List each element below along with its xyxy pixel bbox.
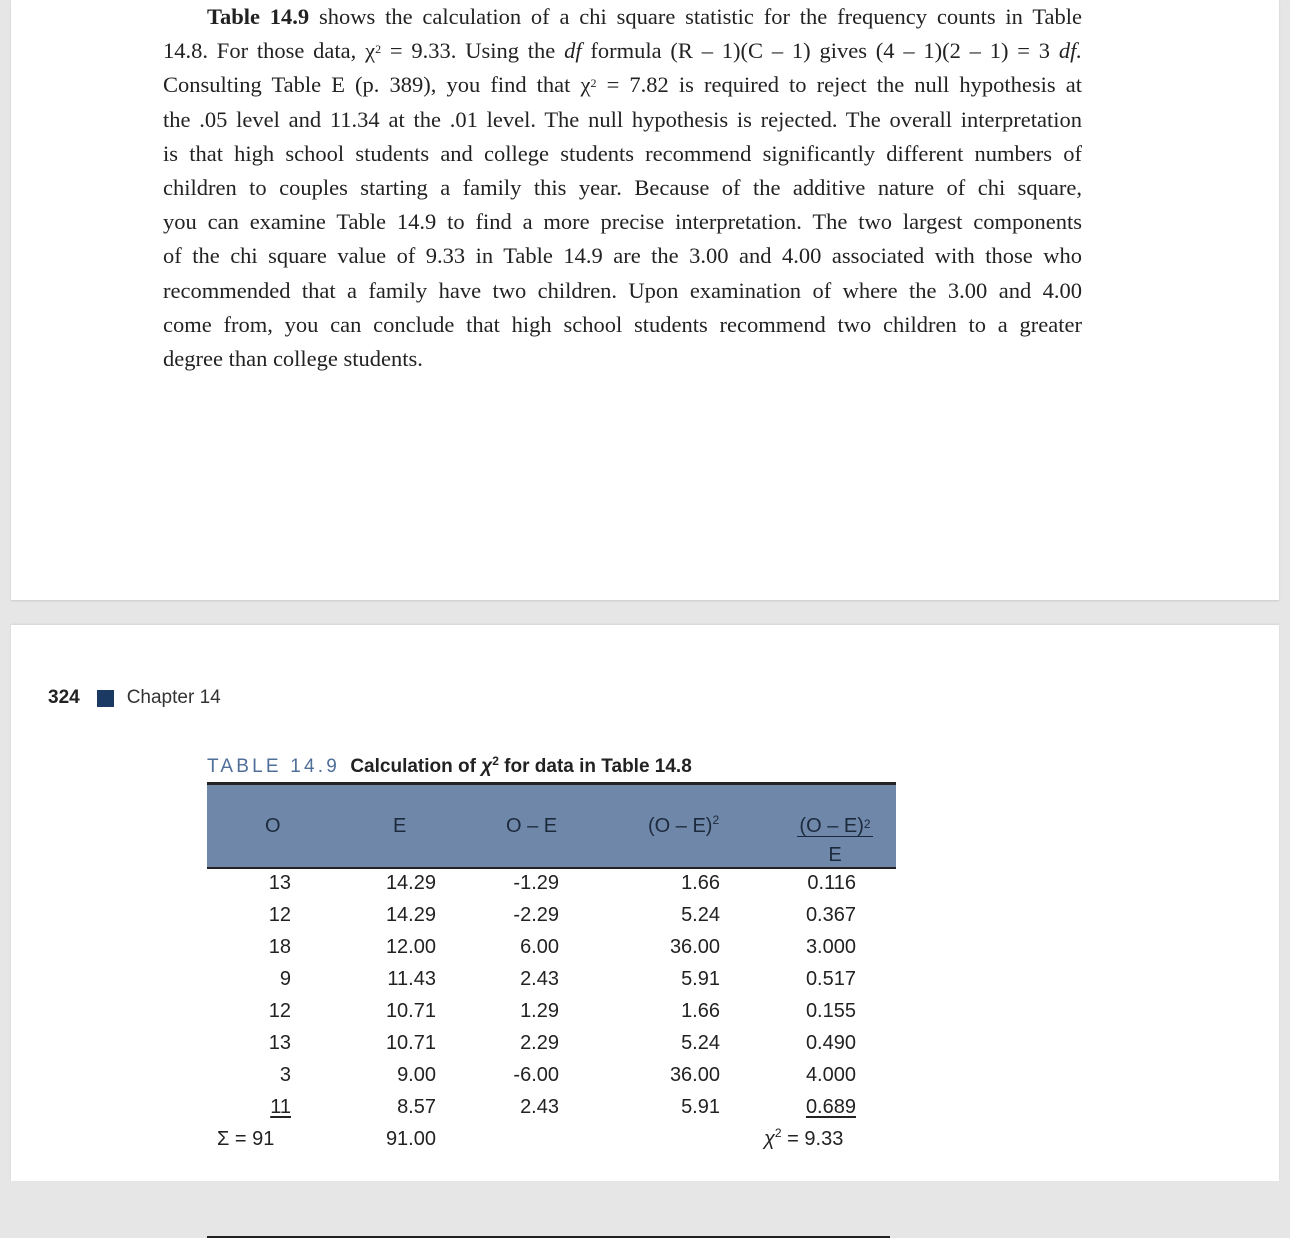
paragraph-line: recommended that a family have two children. Upon examination of where the 3.00 and 4.00 [163,277,1082,303]
paragraph-line: the .05 level and 11.34 at the .01 level. The null hypothesis is rejected. The overall interpretation [163,106,1082,132]
table-cell: 8.57 [397,1096,436,1118]
paragraph-line: Table 14.9 shows the calculation of a chi square statistic for the frequency counts in Table [207,4,1082,29]
table-cell: 14.29 [385,872,436,894]
table-cell: 12 [268,1000,291,1022]
lower-page [11,625,1279,1181]
paragraph-line: is that high school students and college students recommend significantly different numbers of [163,140,1082,166]
table-cell: 11.43 [387,968,436,990]
o-sum: Σ = 91 [217,1128,275,1150]
table-cell: 10.71 [385,1032,436,1054]
page-number: 324 [48,687,80,708]
table-cell: 0.367 [805,904,856,926]
table-label: TABLE 14.9 [207,756,341,777]
body-paragraph [163,0,1082,376]
paragraph-line: degree than college students. [163,345,423,371]
table-cell: 0.517 [805,968,856,990]
header-square-icon [97,690,114,707]
table-cell: 6.00 [520,936,559,958]
header-chi-component: $\frac{(O - E)^2}{E}$ [799,815,871,866]
table-cell: 36.00 [669,936,720,958]
table-cell: 5.24 [681,904,720,926]
table-row [207,933,896,965]
table-header-row [207,785,896,869]
table-cell: -6.00 [513,1064,559,1086]
table-cell: 0.490 [805,1032,856,1054]
table-cell: 18 [268,936,291,958]
table-title: Calculation of $\chi^2$ for data in Table 14.8 [350,754,692,777]
table-row [207,1029,896,1061]
table-row [207,965,896,997]
table-cell: 14.29 [385,904,436,926]
header-e: E [393,815,407,837]
table-row [207,1093,896,1125]
paragraph-line: of the chi square value of 9.33 in Table 14.9 are the 3.00 and 4.00 associated with those who [163,243,1082,269]
table-cell: -2.29 [513,904,559,926]
table-cell: 12 [268,904,291,926]
table-cell: 1.66 [681,872,720,894]
table-body [207,869,896,1125]
table-row [207,869,896,901]
upper-page [11,0,1279,600]
paragraph-line: Consulting Table E (p. 389), you find that $\chi^2 = 7.82$ is required to reject the null hypothesis at [163,72,1082,98]
table-row [207,997,896,1029]
running-header [48,687,221,709]
table-row [207,901,896,933]
table-cell: 13 [268,872,291,894]
chi-square-table [207,782,896,1157]
header-squared-diff: (O – E)$^2$ [648,813,720,837]
table-cell: 5.91 [681,1096,720,1118]
table-cell: 11 [270,1096,291,1118]
table-cell: 2.43 [520,968,559,990]
table-cell: 13 [268,1032,291,1054]
table-row [207,1061,896,1093]
paragraph-line: children to couples starting a family this year. Because of the additive nature of chi square, [163,174,1082,200]
table-cell: 9.00 [397,1064,436,1086]
table-cell: 9 [279,968,291,990]
table-cell: 36.00 [669,1064,720,1086]
table-cell: 3.000 [805,936,856,958]
chapter-label: Chapter 14 [126,687,221,708]
table-cell: 3 [279,1064,291,1086]
paragraph-line: 14.8. For those data, $\chi^2 = 9.33$. Using the df formula (R – 1)(C – 1) gives (4 – 1)(2 – 1) = 3 df. [163,38,1082,64]
table-cell: 12.00 [385,936,436,958]
totals-row [207,1125,896,1157]
chi-total: $\chi^2 = 9.33$ [764,1126,844,1150]
e-sum: 91.00 [385,1128,436,1150]
table-cell: 5.91 [681,968,720,990]
table-caption [207,756,692,778]
table-cell: 10.71 [385,1000,436,1022]
table-cell: 5.24 [681,1032,720,1054]
table-cell: 1.66 [681,1000,720,1022]
table-cell: 2.43 [520,1096,559,1118]
table-cell: 4.000 [805,1064,856,1086]
paragraph-line: you can examine Table 14.9 to find a more precise interpretation. The two largest components [163,209,1082,235]
table-cell: 0.689 [805,1096,856,1118]
table-cell: 0.116 [807,872,856,894]
table-cell: 1.29 [520,1000,559,1022]
header-o-minus-e: O – E [506,815,558,837]
table-cell: -1.29 [513,872,559,894]
table-cell: 0.155 [805,1000,856,1022]
header-o: O [265,815,281,837]
table-cell: 2.29 [520,1032,559,1054]
paragraph-line: come from, you can conclude that high school students recommend two children to a greater [163,311,1082,337]
